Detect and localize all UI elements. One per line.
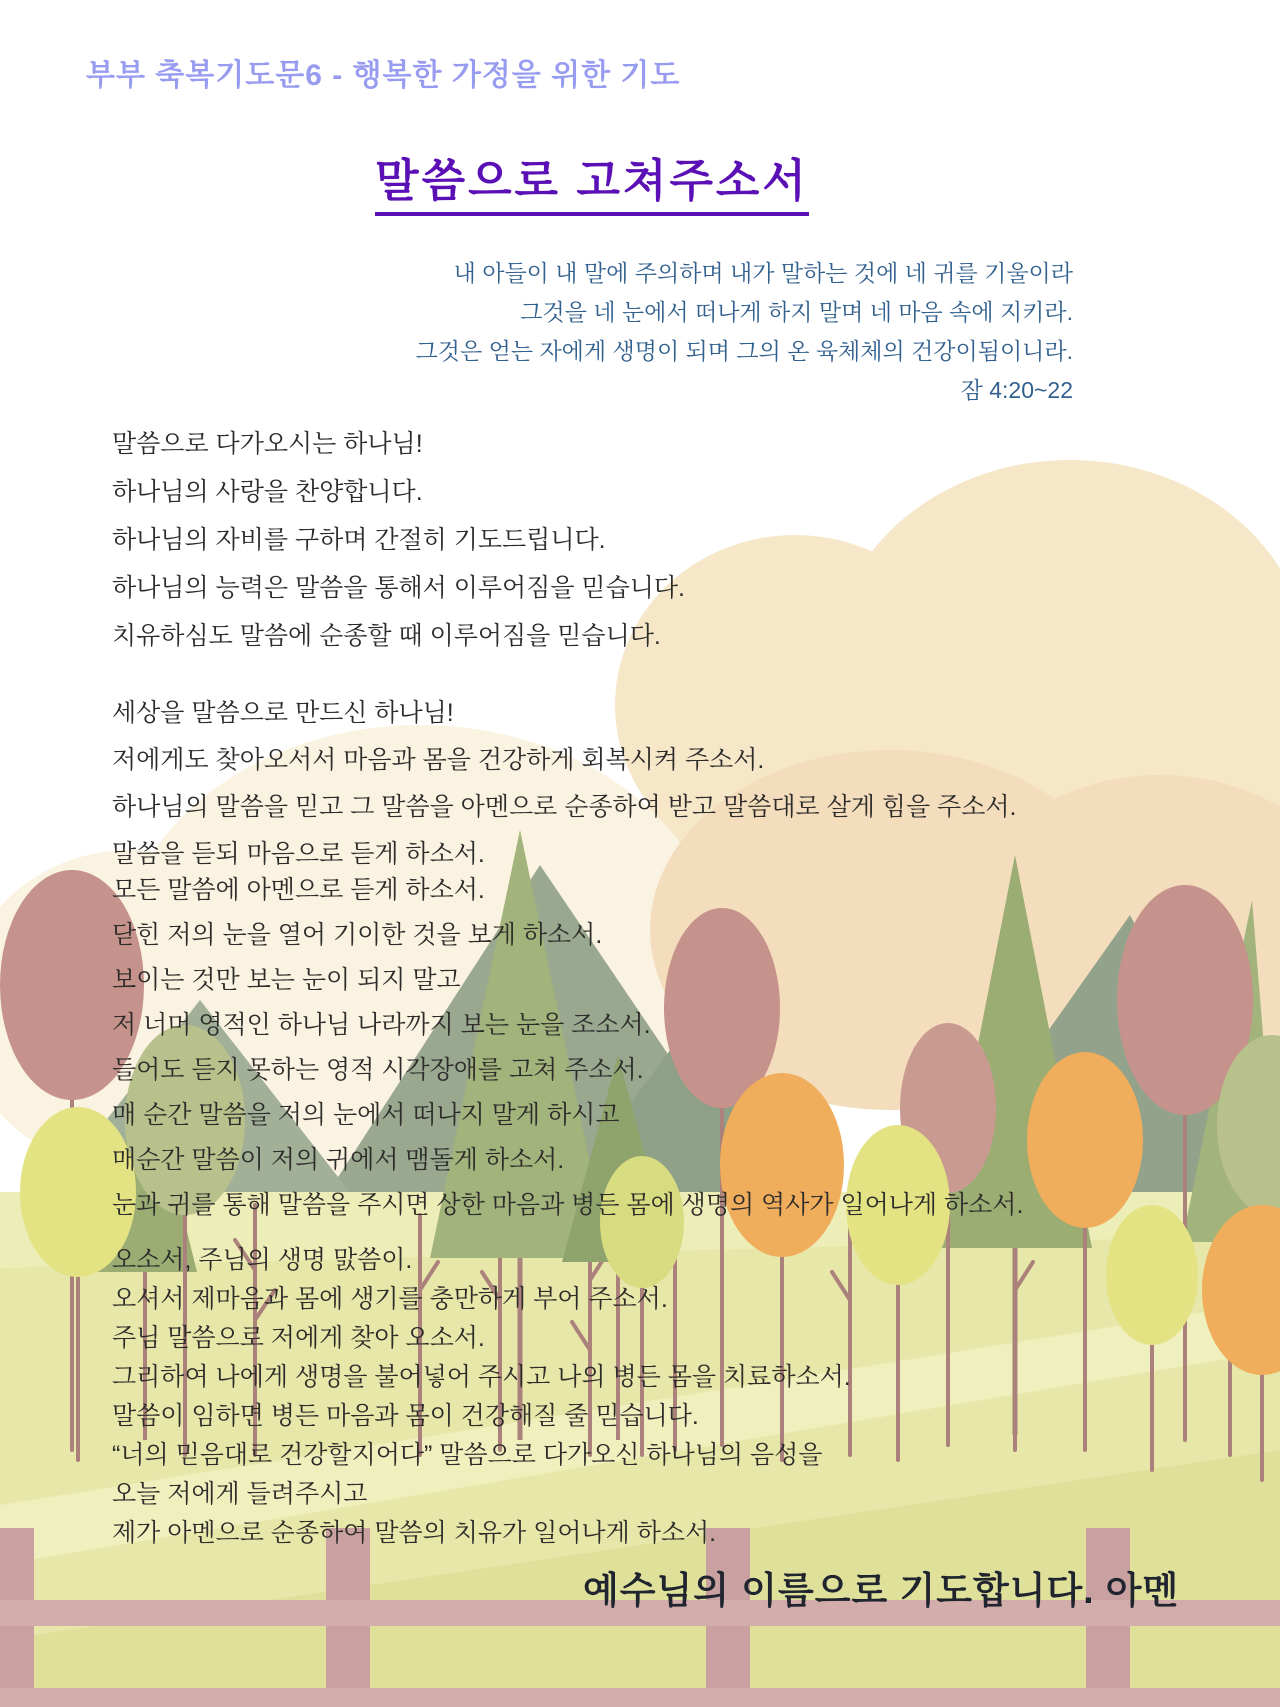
scripture-reference: 잠 4:20~22 <box>960 377 1073 403</box>
scripture-quote <box>416 254 1073 410</box>
prayer-line: 하나님의 말씀을 믿고 그 말씀을 아멘으로 순종하여 받고 말씀대로 살게 힘을 주소서. <box>112 793 1017 821</box>
prayer-line: 매순간 말씀이 저의 귀에서 맴돌게 하소서. <box>112 1146 565 1174</box>
prayer-line: 치유하심도 말씀에 순종할 때 이루어짐을 믿습니다. <box>112 622 661 650</box>
prayer-line: 세상을 말씀으로 만드신 하나님! <box>112 699 454 727</box>
page-title: 말씀으로 고쳐주소서 <box>375 144 809 216</box>
title-wrap <box>0 144 1184 216</box>
prayer-line: 그리하여 나에게 생명을 불어넣어 주시고 나의 병든 몸을 치료하소서. <box>112 1363 851 1391</box>
prayer-line: 말씀을 듣되 마음으로 듣게 하소서. <box>112 840 485 868</box>
page-header: 부부 축복기도문6 - 행복한 가정을 위한 기도 <box>86 59 681 92</box>
prayer-line: 오소서, 주님의 생명 맔씀이. <box>112 1246 413 1274</box>
prayer-line: 들어도 듣지 못하는 영적 시각장애를 고쳐 주소서. <box>112 1056 644 1084</box>
prayer-line: 제가 아멘으로 순종하여 말씀의 치유가 일어나게 하소서. <box>112 1519 717 1547</box>
prayer-line: 오늘 저에게 들려주시고 <box>112 1480 368 1508</box>
closing-line: 예수님의 이름으로 기도합니다. 아멘 <box>583 1570 1180 1611</box>
prayer-line: 모든 말씀에 아멘으로 듣게 하소서. <box>112 876 485 904</box>
scripture-line: 그것은 얻는 자에게 생명이 되며 그의 온 육체체의 건강이됨이니라. <box>415 338 1073 364</box>
prayer-line: “너의 믿음대로 건강할지어다” 말씀으로 다가오신 하나님의 음성을 <box>112 1441 823 1469</box>
prayer-paragraph-3 <box>112 868 1023 1228</box>
scripture-line: 그것을 네 눈에서 떠나게 하지 말며 네 마음 속에 지키라. <box>520 299 1073 325</box>
prayer-line: 눈과 귀를 통해 말씀을 주시면 상한 마음과 병든 몸에 생명의 역사가 일어나게 하소서. <box>112 1191 1024 1219</box>
prayer-line: 말씀이 임하면 병든 마음과 몸이 건강해질 줄 믿습니다. <box>112 1402 699 1430</box>
prayer-line: 보이는 것만 보는 눈이 되지 말고 <box>112 966 461 994</box>
prayer-line: 저 너머 영적인 하나님 나라까지 보는 눈을 조소서. <box>112 1011 651 1039</box>
prayer-line: 주님 말씀으로 저에게 찾아 오소서. <box>112 1324 485 1352</box>
prayer-line: 하나님의 자비를 구하며 간절히 기도드립니다. <box>112 526 606 554</box>
prayer-line: 닫힌 저의 눈을 열어 기이한 것을 보게 하소서. <box>112 921 603 949</box>
prayer-line: 말씀으로 다가오시는 하나님! <box>112 430 423 458</box>
prayer-paragraph-1 <box>112 420 685 660</box>
prayer-line: 오셔서 제마음과 몸에 생기를 충만하게 부어 주소서. <box>112 1285 668 1313</box>
prayer-line: 하나님의 사랑을 찬양합니다. <box>112 478 423 506</box>
prayer-line: 저에게도 찾아오서서 마음과 몸을 건강하게 회복시켜 주소서. <box>112 746 765 774</box>
scripture-line: 내 아들이 내 말에 주의하며 내가 말하는 것에 네 귀를 기울이라 <box>453 260 1073 286</box>
prayer-paragraph-2 <box>112 690 1016 878</box>
prayer-line: 하나님의 능력은 말씀을 통해서 이루어짐을 믿습니다. <box>112 574 685 602</box>
prayer-paragraph-4 <box>112 1241 851 1553</box>
prayer-line: 매 순간 말씀을 저의 눈에서 떠나지 말게 하시고 <box>112 1101 620 1129</box>
